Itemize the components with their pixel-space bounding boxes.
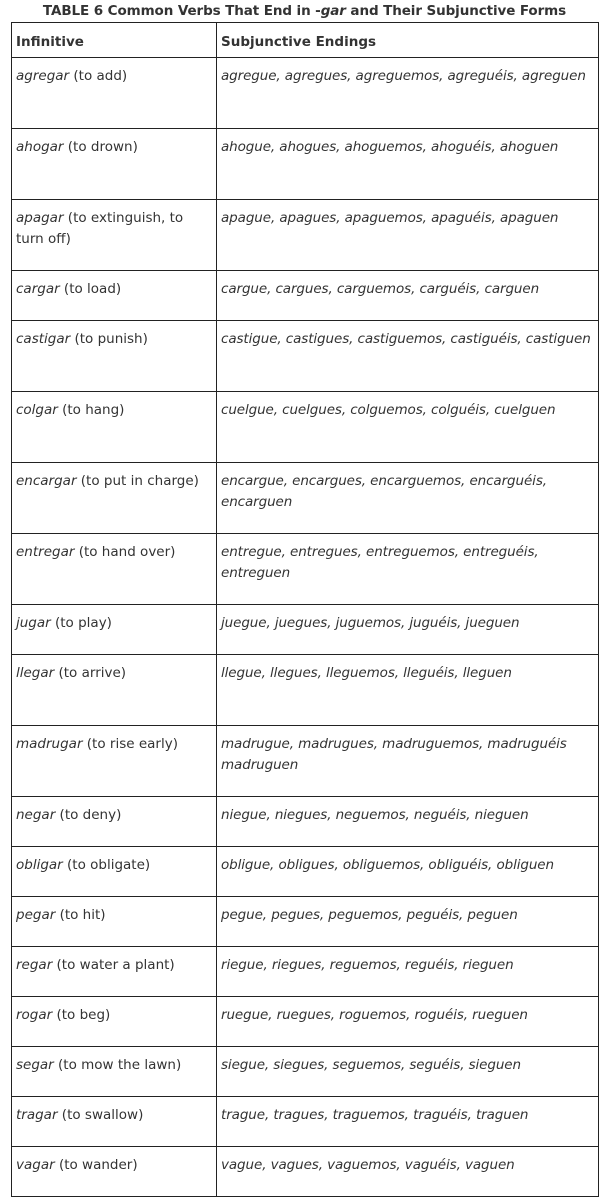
table-row	[12, 797, 599, 847]
verb-gloss: (to load)	[59, 281, 122, 297]
table-row	[12, 947, 599, 997]
verb-gloss: (to wander)	[54, 1157, 138, 1173]
subjunctive-cell	[217, 847, 599, 897]
verb-gloss: (to put in charge)	[76, 473, 199, 489]
table-row	[12, 605, 599, 655]
verb-infinitive: negar	[16, 807, 56, 823]
subjunctive-forms: agregue, agregues, agreguemos, agreguéis, agreguen	[221, 68, 586, 84]
subjunctive-cell	[217, 1147, 599, 1197]
infinitive-cell	[12, 847, 217, 897]
verb-infinitive: obligar	[16, 857, 63, 873]
infinitive-cell	[12, 129, 217, 200]
subjunctive-cell	[217, 200, 599, 271]
verb-infinitive: tragar	[16, 1107, 58, 1123]
infinitive-cell	[12, 655, 217, 726]
verb-gloss: (to mow the lawn)	[53, 1057, 182, 1073]
verb-gloss: (to extinguish, to turn off)	[16, 210, 184, 247]
subjunctive-forms: juegue, juegues, juguemos, juguéis, jueguen	[221, 615, 520, 631]
subjunctive-forms: ruegue, ruegues, roguemos, roguéis, rueguen	[221, 1007, 528, 1023]
infinitive-cell	[12, 726, 217, 797]
infinitive-cell	[12, 797, 217, 847]
subjunctive-cell	[217, 726, 599, 797]
subjunctive-forms: trague, tragues, traguemos, traguéis, traguen	[221, 1107, 529, 1123]
verb-infinitive: segar	[16, 1057, 54, 1073]
subjunctive-forms: cargue, cargues, carguemos, carguéis, carguen	[221, 281, 540, 297]
infinitive-cell	[12, 271, 217, 321]
verb-infinitive: agregar	[16, 68, 70, 84]
verb-infinitive: castigar	[16, 331, 71, 347]
subjunctive-cell	[217, 947, 599, 997]
table-row	[12, 897, 599, 947]
verb-infinitive: pegar	[16, 907, 56, 923]
subjunctive-forms: ahogue, ahogues, ahoguemos, ahoguéis, ahoguen	[221, 139, 559, 155]
subjunctive-cell	[217, 129, 599, 200]
subjunctive-cell	[217, 655, 599, 726]
table-row	[12, 1047, 599, 1097]
verb-infinitive: cargar	[16, 281, 60, 297]
infinitive-cell	[12, 534, 217, 605]
table-row	[12, 463, 599, 534]
subjunctive-cell	[217, 534, 599, 605]
table-row	[12, 997, 599, 1047]
verb-infinitive: madrugar	[16, 736, 83, 752]
subjunctive-forms: vague, vagues, vaguemos, vaguéis, vaguen	[221, 1157, 515, 1173]
verb-gloss: (to drown)	[63, 139, 138, 155]
verb-gloss: (to play)	[50, 615, 112, 631]
verb-infinitive: vagar	[16, 1157, 55, 1173]
subjunctive-forms: pegue, pegues, peguemos, peguéis, peguen	[221, 907, 518, 923]
verb-gloss: (to punish)	[70, 331, 148, 347]
table-row	[12, 726, 599, 797]
infinitive-cell	[12, 897, 217, 947]
infinitive-cell	[12, 58, 217, 129]
subjunctive-forms: castigue, castigues, castiguemos, castiguéis, castiguen	[221, 331, 591, 347]
subjunctive-cell	[217, 1047, 599, 1097]
verb-infinitive: apagar	[16, 210, 64, 226]
verb-infinitive: jugar	[16, 615, 51, 631]
verb-gloss: (to obligate)	[62, 857, 151, 873]
subjunctive-cell	[217, 58, 599, 129]
infinitive-cell	[12, 1147, 217, 1197]
verb-infinitive: colgar	[16, 402, 58, 418]
verb-infinitive: encargar	[16, 473, 77, 489]
infinitive-cell	[12, 200, 217, 271]
header-infinitive: Infinitive	[12, 23, 217, 58]
subjunctive-forms: siegue, siegues, seguemos, seguéis, sieguen	[221, 1057, 521, 1073]
subjunctive-cell	[217, 897, 599, 947]
table-row	[12, 1097, 599, 1147]
verb-infinitive: entregar	[16, 544, 75, 560]
infinitive-cell	[12, 463, 217, 534]
verb-table	[11, 22, 599, 1197]
verb-infinitive: rogar	[16, 1007, 53, 1023]
subjunctive-forms: apague, apagues, apaguemos, apaguéis, apaguen	[221, 210, 559, 226]
verb-infinitive: ahogar	[16, 139, 64, 155]
verb-gloss: (to hang)	[57, 402, 125, 418]
table-row	[12, 392, 599, 463]
infinitive-cell	[12, 321, 217, 392]
infinitive-cell	[12, 1047, 217, 1097]
table-row	[12, 200, 599, 271]
subjunctive-forms: cuelgue, cuelgues, colguemos, colguéis, cuelguen	[221, 402, 556, 418]
caption-ending: gar	[320, 3, 346, 19]
subjunctive-forms: riegue, riegues, reguemos, reguéis, rieguen	[221, 957, 514, 973]
subjunctive-forms: obligue, obligues, obliguemos, obliguéis, obliguen	[221, 857, 554, 873]
table-row	[12, 1147, 599, 1197]
subjunctive-cell	[217, 392, 599, 463]
verb-gloss: (to water a plant)	[52, 957, 175, 973]
verb-gloss: (to swallow)	[57, 1107, 144, 1123]
verb-gloss: (to hand over)	[74, 544, 176, 560]
verb-infinitive: regar	[16, 957, 53, 973]
table-row	[12, 271, 599, 321]
subjunctive-cell	[217, 321, 599, 392]
verb-infinitive: llegar	[16, 665, 55, 681]
subjunctive-cell	[217, 463, 599, 534]
infinitive-cell	[12, 1097, 217, 1147]
caption-prefix: TABLE 6 Common Verbs That End in -	[42, 3, 321, 19]
verb-gloss: (to deny)	[55, 807, 122, 823]
table-row	[12, 129, 599, 200]
table-row	[12, 847, 599, 897]
subjunctive-forms: entregue, entregues, entreguemos, entreguéis, entreguen	[221, 544, 539, 581]
subjunctive-cell	[217, 1097, 599, 1147]
caption-suffix: and Their Subjunctive Forms	[345, 3, 567, 19]
infinitive-cell	[12, 605, 217, 655]
subjunctive-cell	[217, 797, 599, 847]
subjunctive-cell	[217, 271, 599, 321]
verb-gloss: (to beg)	[52, 1007, 111, 1023]
table-body	[12, 58, 599, 1197]
verb-gloss: (to add)	[69, 68, 128, 84]
subjunctive-forms: niegue, niegues, neguemos, neguéis, nieguen	[221, 807, 529, 823]
subjunctive-forms: madrugue, madrugues, madruguemos, madruguéis madruguen	[221, 736, 567, 773]
table-header-row	[12, 23, 599, 58]
infinitive-cell	[12, 947, 217, 997]
table-row	[12, 655, 599, 726]
header-subjunctive-endings: Subjunctive Endings	[217, 23, 599, 58]
verb-gloss: (to arrive)	[54, 665, 127, 681]
verb-gloss: (to hit)	[55, 907, 106, 923]
infinitive-cell	[12, 997, 217, 1047]
infinitive-cell	[12, 392, 217, 463]
subjunctive-cell	[217, 997, 599, 1047]
table-row	[12, 534, 599, 605]
table-row	[12, 58, 599, 129]
subjunctive-forms: encargue, encargues, encarguemos, encarguéis, encarguen	[221, 473, 547, 510]
verb-gloss: (to rise early)	[82, 736, 178, 752]
table-caption	[0, 0, 609, 22]
subjunctive-cell	[217, 605, 599, 655]
table-row	[12, 321, 599, 392]
subjunctive-forms: llegue, llegues, lleguemos, lleguéis, lleguen	[221, 665, 512, 681]
